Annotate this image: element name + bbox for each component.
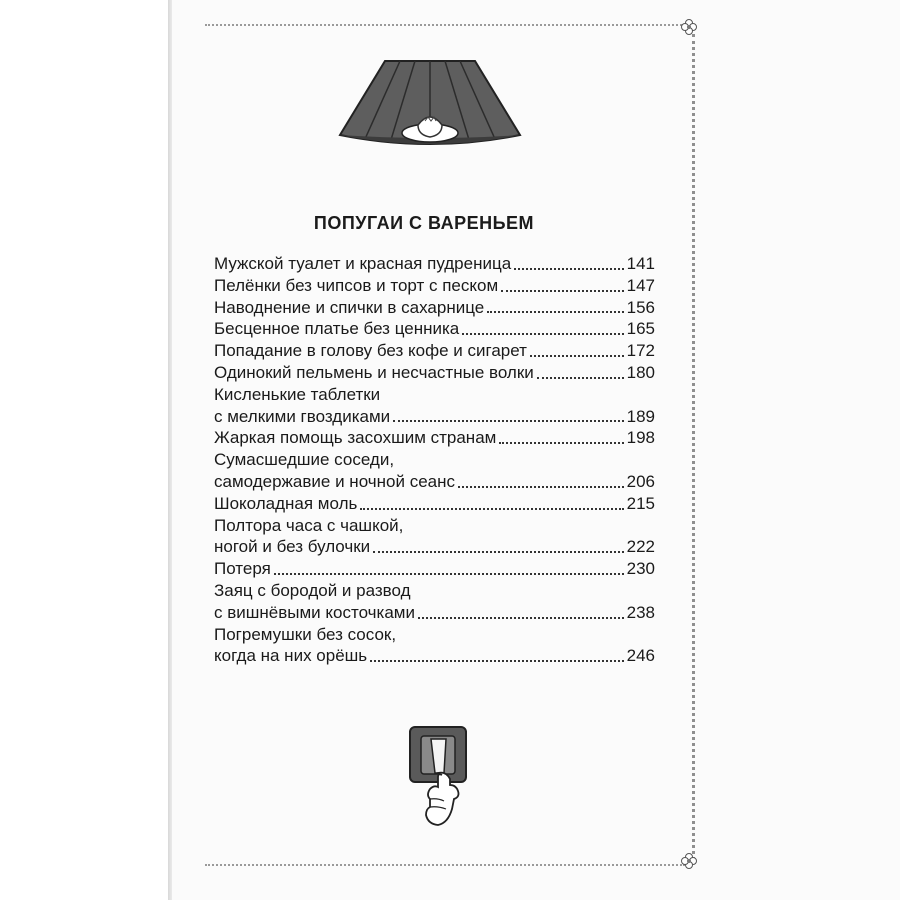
toc-page-number: 222	[626, 537, 655, 557]
toc-entry	[214, 275, 655, 297]
toc-entry	[214, 558, 655, 580]
toc-page-number: 206	[626, 471, 655, 491]
toc-entry-title-line: Заяц с бородой и развод	[214, 580, 411, 600]
toc-entry	[214, 580, 655, 624]
toc-page-number: 172	[626, 341, 655, 361]
toc-entry	[214, 318, 655, 340]
toc-page-number: 215	[626, 493, 655, 513]
dot-leader	[274, 573, 624, 575]
toc-entry-title-line: с вишнёвыми косточками	[214, 602, 415, 622]
toc-entry	[214, 384, 655, 428]
toc-entry-row	[214, 493, 655, 515]
toc-entry-title-line: Шоколадная моль	[214, 493, 358, 513]
toc-entry-row	[214, 253, 655, 275]
dot-leader	[370, 660, 623, 662]
toc-page-number: 147	[626, 275, 655, 295]
dot-leader	[514, 268, 623, 270]
toc-entry-title-line: ногой и без булочки	[214, 537, 371, 557]
flower-ornament-icon	[680, 852, 698, 870]
dotted-right-border	[684, 34, 695, 860]
toc-entry	[214, 624, 655, 668]
toc-page-number: 180	[626, 362, 655, 382]
dot-leader	[418, 617, 624, 619]
toc-entry-title-line: с мелкими гвоздиками	[214, 406, 391, 426]
toc-page-number: 238	[626, 602, 655, 622]
toc-page-number: 230	[626, 559, 655, 579]
toc-entry-title-line: Полтора часа с чашкой,	[214, 515, 404, 535]
dot-leader	[458, 486, 624, 488]
dot-leader	[462, 333, 623, 335]
toc-entry-title-line: Кисленькие таблетки	[214, 384, 381, 404]
section-title: ПОПУГАИ С ВАРЕНЬЕМ	[313, 213, 535, 233]
toc-entry-row	[214, 406, 655, 428]
toc-entry	[214, 493, 655, 515]
toc-entry	[214, 427, 655, 449]
toc-entry-title-line: Наводнение и спички в сахарнице	[214, 297, 485, 317]
flower-ornament-icon	[680, 18, 698, 36]
toc-entry-row	[214, 275, 655, 297]
toc-entry-title-line: Пелёнки без чипсов и торт с песком	[214, 275, 499, 295]
dot-leader	[530, 355, 624, 357]
toc-entry-title-line: Жаркая помощь засохшим странам	[214, 428, 497, 448]
toc-entry-row	[214, 340, 655, 362]
toc-entry-title-line: Мужской туалет и красная пудреница	[214, 254, 512, 273]
light-switch-illustration	[408, 725, 470, 830]
toc-page-number: 189	[626, 406, 655, 426]
dot-leader	[501, 290, 623, 292]
toc-page-number: 141	[626, 254, 655, 273]
toc-entry-title-line: Одинокий пельмень и несчастные волки	[214, 362, 534, 382]
toc-entry-row	[214, 362, 655, 384]
table-of-contents	[214, 253, 655, 667]
toc-entry	[214, 515, 655, 559]
toc-entry-title-line: Сумасшедшие соседи,	[214, 450, 395, 470]
dot-leader	[499, 442, 623, 444]
toc-entry	[214, 362, 655, 384]
toc-entry-row	[214, 558, 655, 580]
toc-entry-row	[214, 645, 655, 667]
toc-entry-row	[214, 602, 655, 624]
dot-leader	[537, 377, 624, 379]
toc-entry-row	[214, 427, 655, 449]
dot-leader	[393, 420, 623, 422]
toc-page-number: 198	[626, 428, 655, 448]
toc-entry	[214, 253, 655, 275]
toc-entry-row	[214, 536, 655, 558]
toc-entry	[214, 340, 655, 362]
dot-leader	[360, 508, 623, 510]
toc-entry-title-line: когда на них орёшь	[214, 646, 368, 666]
toc-entry-title-line: Бесценное платье без ценника	[214, 319, 460, 339]
toc-entry-title-line: Попадание в голову без кофе и сигарет	[214, 341, 527, 361]
toc-entry-row	[214, 318, 655, 340]
toc-entry-title-line: Потеря	[214, 559, 271, 579]
toc-entry-row	[214, 471, 655, 493]
dot-leader	[373, 551, 623, 553]
toc-page-number: 156	[626, 297, 655, 317]
toc-page-number: 165	[626, 319, 655, 339]
dot-leader	[487, 311, 623, 313]
toc-entry	[214, 297, 655, 319]
toc-entry-title-line: самодержавие и ночной сеанс	[214, 471, 455, 491]
toc-entry-title-line: Погремушки без сосок,	[214, 624, 397, 644]
lamp-illustration	[330, 55, 530, 150]
toc-entry	[214, 449, 655, 493]
toc-entry-row	[214, 297, 655, 319]
toc-page-number: 246	[626, 646, 655, 666]
